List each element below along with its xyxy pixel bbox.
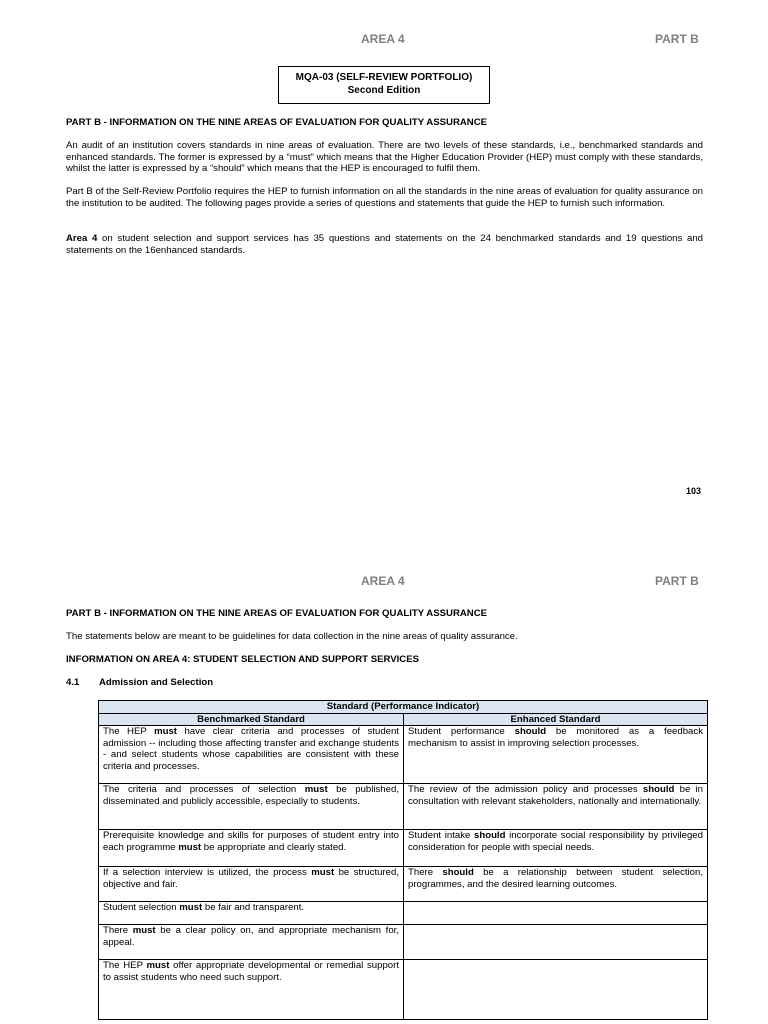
benchmarked-cell: Student selection must be fair and transparent. bbox=[99, 902, 404, 925]
benchmarked-cell: If a selection interview is utilized, the process must be structured, objective and fair. bbox=[99, 867, 404, 902]
enhanced-cell: Student intake should incorporate social responsibility by privileged consideration for people with special needs. bbox=[404, 830, 708, 867]
section-heading: PART B - INFORMATION ON THE NINE AREAS OF EVALUATION FOR QUALITY ASSURANCE bbox=[66, 608, 488, 619]
page-104 bbox=[0, 560, 768, 1024]
table-header: Standard (Performance Indicator) bbox=[99, 701, 708, 714]
table-row bbox=[99, 902, 708, 925]
area-4-text: on student selection and support services has 35 questions and statements on the 24 benchmarked standards and 19 questions and statements on the 16enhanced standards. bbox=[66, 233, 703, 256]
section-number: 4.1 bbox=[66, 677, 80, 688]
table-row bbox=[99, 960, 708, 1020]
section-heading: PART B - INFORMATION ON THE NINE AREAS OF EVALUATION FOR QUALITY ASSURANCE bbox=[66, 117, 488, 128]
paragraph-audit: An audit of an institution covers standards in nine areas of evaluation. There are two levels of these standards, i.e., benchmarked standards and enhanced standards. The former is expressed by a “must” which means that the Higher Education Provider (HEP) must comply with these standards, whilst the latter is expressed by a “should” which means that the HEP is encouraged to fulfil them. bbox=[66, 140, 703, 175]
table-row bbox=[99, 925, 708, 960]
table-row bbox=[99, 726, 708, 784]
enhanced-cell: There should be a relationship between student selection, programmes, and the desired learning outcomes. bbox=[404, 867, 708, 902]
benchmarked-cell: The HEP must have clear criteria and processes of student admission -- including those affecting transfer and exchange students - and select students whose capabilities are consistent with these criteria and processes. bbox=[99, 726, 404, 784]
benchmarked-cell: The HEP must offer appropriate developmental or remedial support to assist students who need such support. bbox=[99, 960, 404, 1020]
enhanced-cell: The review of the admission policy and processes should be in consultation with relevant stakeholders, nationally and internationally. bbox=[404, 784, 708, 830]
benchmarked-cell: The criteria and processes of selection must be published, disseminated and publicly accessible, especially to students. bbox=[99, 784, 404, 830]
paragraph-area-4 bbox=[66, 233, 703, 256]
benchmarked-cell: Prerequisite knowledge and skills for purposes of student entry into each programme must be appropriate and clearly stated. bbox=[99, 830, 404, 867]
column-header-enhanced: Enhanced Standard bbox=[404, 713, 708, 726]
enhanced-cell: Student performance should be monitored as a feedback mechanism to assist in improving selection processes. bbox=[404, 726, 708, 784]
benchmarked-cell: There must be a clear policy on, and appropriate mechanism for, appeal. bbox=[99, 925, 404, 960]
info-heading: INFORMATION ON AREA 4: STUDENT SELECTION AND SUPPORT SERVICES bbox=[66, 654, 420, 665]
enhanced-cell bbox=[404, 960, 708, 1020]
page-number: 103 bbox=[686, 486, 702, 496]
title-line-2: Second Edition bbox=[347, 84, 421, 96]
area-header: AREA 4 bbox=[361, 574, 405, 588]
part-header: PART B bbox=[655, 574, 699, 588]
part-header: PART B bbox=[655, 32, 699, 46]
area-4-label: Area 4 bbox=[66, 233, 98, 244]
title-line-1: MQA-03 (SELF-REVIEW PORTFOLIO) bbox=[295, 72, 473, 83]
section-title: Admission and Selection bbox=[99, 677, 214, 688]
table-row bbox=[99, 867, 708, 902]
enhanced-cell bbox=[404, 925, 708, 960]
title-box bbox=[278, 66, 490, 104]
paragraph-part-b: Part B of the Self-Review Portfolio requires the HEP to furnish information on all the standards in the nine areas of evaluation for quality assurance on the institution to be audited. The following pages provide a series of questions and statements that guide the HEP to furnish such information. bbox=[66, 186, 703, 209]
intro-text: The statements below are meant to be guidelines for data collection in the nine areas of quality assurance. bbox=[66, 631, 518, 642]
table-row bbox=[99, 784, 708, 830]
standards-table bbox=[98, 700, 708, 1020]
area-header: AREA 4 bbox=[361, 32, 405, 46]
table-row bbox=[99, 830, 708, 867]
column-header-benchmarked: Benchmarked Standard bbox=[99, 713, 404, 726]
enhanced-cell bbox=[404, 902, 708, 925]
